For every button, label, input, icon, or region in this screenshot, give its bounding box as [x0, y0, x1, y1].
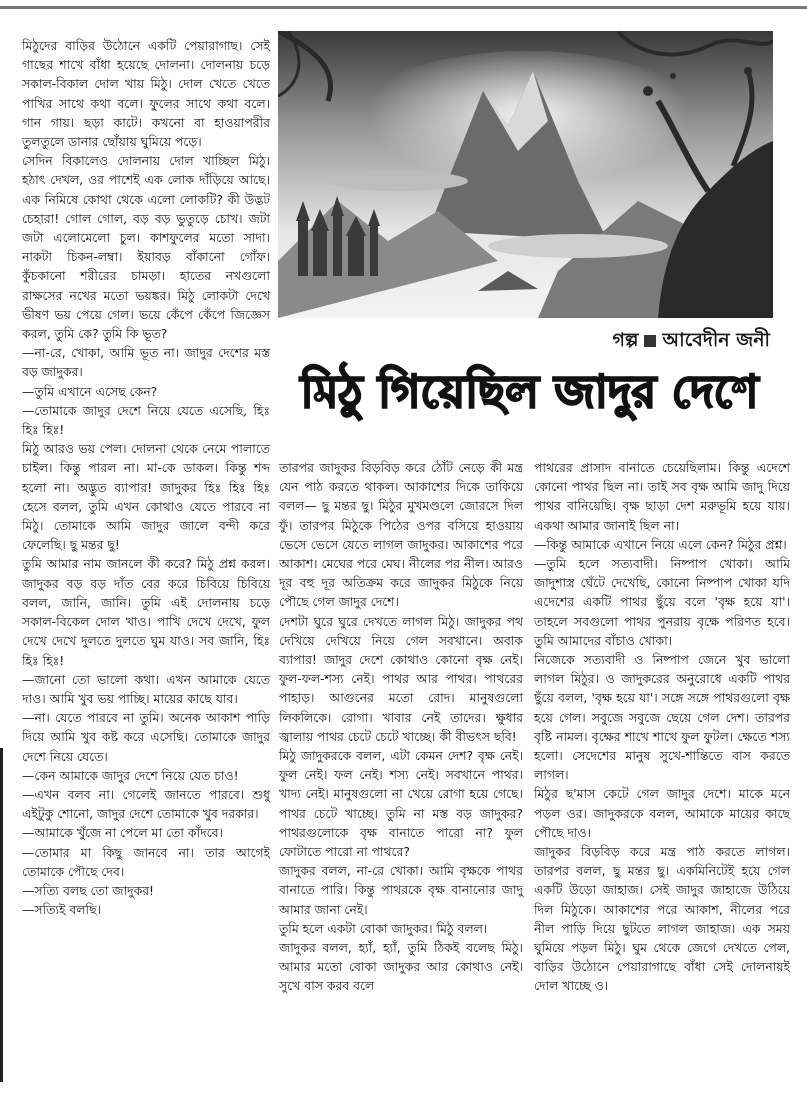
separator-square [644, 335, 656, 347]
story-illustration [278, 31, 773, 318]
paragraph: নিজেকে সত্যবাদী ও নিষ্পাপ জেনে খুব ভালো লাগল মিঠুর। ও জাদুকরের অনুরোধে একটি পাথর ছুঁয়ে বলল, 'বৃক্ষ হয়ে যা'। সঙ্গে সঙ্গে পাথরগুলো বৃক্ষ হয়ে গেল। সবুজে সবুজে ছেয়ে গেল দেশ। তারপর বৃষ্টি নামল। বৃক্ষের শাখে শাখে ফুল ফুটল। ক্ষেতে শস্য হলো। সেদেশের মানুষ সুখে-শান্তিতে বাস করতে লাগল। [534, 652, 790, 783]
paragraph: —আমাকে খুঁজে না পেলে মা তো কাঁদবে। [22, 825, 223, 841]
paragraph: জাদুকর বলল, না-রে খোকা। আমি বৃক্ষকে পাথর বানাতে পারি। কিন্তু পাথরকে বৃক্ষ বানানোর জাদু আমার জানা নেই। [279, 863, 523, 917]
paragraph: —কেন আমাকে জাদুর দেশে নিয়ে যেত চাও! [22, 767, 239, 783]
paragraph: দেশটা ঘুরে ঘুরে দেখতে লাগল মিঠু। জাদুকর পথ দেখিয়ে দেখিয়ে নিয়ে গেল সবখানে। অবাক ব্যাপার! জাদুর দেশে কোথাও কোনো বৃক্ষ নেই। ফুল-ফল-শস্য নেই। পাথর আর পাথর। পাথরের পাহাড়। আগুনের মতো রোদ। মানুষগুলো লিকলিকে। রোগা। খাবার নেই তাদের। ক্ষুধার জ্বালায় পাথর চেটে চেটে খাচ্ছে। কী বীভৎস ছবি! [279, 613, 523, 744]
column-1 [22, 36, 270, 919]
paragraph: —না। যেতে পারবে না তুমি। অনেক আকাশ পাড়ি দিয়ে আমি খুব কষ্ট করে এসেছি। তোমাকে জাদুর দেশে নিয়ে যেতে। [22, 710, 270, 764]
paragraph: —তুমি হলে সত্যবাদী। নিষ্পাপ খোকা। আমি জাদুশাস্ত্র ঘেঁটে দেখেছি, কোনো নিষ্পাপ খোকা যদি এদেশের একটি পাথর ছুঁয়ে বলে 'বৃক্ষ হয়ে যা'। তাহলে সবগুলো পাথর পুনরায় বৃক্ষে পরিণত হবে। তুমি আমাদের বাঁচাও খোকা। [534, 556, 790, 648]
paragraph: —জানো তো ভালো কথা। এখন আমাকে যেতে দাও। আমি খুব ভয় পাচ্ছি। মায়ের কাছে যাব। [22, 671, 270, 706]
paragraph: মিঠু জাদুকরকে বলল, এটা কেমন দেশ? বৃক্ষ নেই। ফুল নেই। ফল নেই। শস্য নেই। সবখানে পাথর। খাদ্য নেই। মানুষগুলো না খেয়ে রোগা হয়ে গেছে। পাথর চেটে খাচ্ছে। তুমি না মস্ত বড় জাদুকর? পাথরগুলোকে বৃক্ষ বানাতে পারো না? ফুল ফোটাতে পারো না পাথরে? [279, 748, 523, 860]
paragraph: —তুমি এখানে এসেছ কেন? [22, 383, 158, 399]
side-bar-rule [0, 748, 3, 1082]
paragraph: মিঠুর ছ'মাস কেটে গেল জাদুর দেশে। মাকে মনে পড়ল ওর। জাদুকরকে বলল, আমাকে মায়ের কাছে পৌছে দাও। [534, 786, 790, 840]
paragraph: জাদুকর বলল, হ্যাঁ, হ্যাঁ, তুমি ঠিকই বলেছ মিঠু। আমার মতো বোকা জাদুকর আর কোথাও নেই। সুখে বাস করব বলে [279, 940, 523, 994]
paragraph: জাদুকর বিড়বিড় করে মন্ত্র পাঠ করতে লাগল। তারপর বলল, ছু মন্তর ছু। একমিনিটেই হয়ে গেল একটি উড়ো জাহাজ। সেই জাদুর জাহাজে উঠিয়ে দিল মিঠুকে। আকাশের পরে আকাশ, নীলের পরে নীল পাড়ি দিয়ে ছুটতে লাগল জাহাজ। এক সময় ঘুমিয়ে পড়ল মিঠু। ঘুম থেকে জেগে দেখতে পেল, বাড়ির উঠোনে পেয়ারাগাছে বাঁধা সেই দোলনায়ই দোল খাচ্ছে ও। [534, 844, 790, 994]
author-name: আবেদীন জনী [662, 329, 770, 351]
paragraph: মিঠুদের বাড়ির উঠোনে একটি পেয়ারাগাছ। সেই গাছের শাখে বাঁধা হয়েছে দোলনা। দোলনায় চড়ে সকাল-বিকাল দোল খায় মিঠু। দোল খেতে খেতে পাখির সাথে কথা বলে। ফুলের সাথে কথা বলে। গান গায়। ছড়া কাটে। কখনো বা হাওয়াপরীর তুলতুলে ডানার ছোঁয়ায় ঘুমিয়ে পড়ে। [22, 38, 270, 150]
column-3 [534, 458, 790, 996]
top-rule [0, 6, 807, 9]
column-2 [279, 458, 523, 996]
paragraph: —না-রে, খোকা, আমি ভূত না। জাদুর দেশের মস্ত বড় জাদুকর। [22, 345, 270, 380]
paragraph: তুমি আমার নাম জানলে কী করে? মিঠু প্রশ্ন করল। জাদুকর বড় বড় দাঁত বের করে চিবিয়ে চিবিয়ে বলল, জানি, জানি। তুমি এই দোলনায় চড়ে সকাল-বিকেল দোল খাও। পাখি দেখে দেখে, ফুল দেখে দেখে দুলতে দুলতে ঘুম যাও। সব জানি, হিঃ হিঃ হিঃ! [22, 556, 270, 668]
paragraph: —সত্যিই বলছি। [22, 902, 102, 918]
paragraph: তুমি হলে একটা বোকা জাদুকর। মিঠু বলল। [279, 920, 488, 936]
genre-label: গল্প [612, 329, 639, 351]
paragraph: —তোমার মা কিছু জানবে না। তার আগেই তোমাকে পৌছে দেব। [22, 844, 270, 879]
paragraph: তারপর জাদুকর বিড়বিড় করে ঠোঁট নেড়ে কী মন্ত্র যেন পাঠ করতে থাকল। আকাশের দিকে তাকিয়ে বলল— ছু মন্তর ছু। মিঠুর মুখমণ্ডলে জোরসে দিল ফুঁ। তারপর মিঠুকে পিঠের ওপর বসিয়ে হাওয়ায় ভেসে ভেসে যেতে লাগল জাদুকর। আকাশের পরে আকাশ। মেঘের পরে মেঘ। নীলের পর নীল। আরও দূর বহু দূর অতিক্রম করে জাদুকর মিঠুকে নিয়ে পৌছে গেল জাদুর দেশে। [279, 460, 523, 610]
paragraph: —কিন্তু আমাকে এখানে নিয়ে এলে কেন? মিঠুর প্রশ্ন। [534, 536, 787, 552]
story-title: মিঠু গিয়েছিল জাদুর দেশে [300, 365, 759, 418]
paragraph: সেদিন বিকালেও দোলনায় দোল খাচ্ছিল মিঠু। হঠাৎ দেখল, ওর পাশেই এক লোক দাঁড়িয়ে আছে। এক নিমিষে কোথা থেকে এলো লোকটি? কী উদ্ভট চেহারা! গোল গোল, বড় বড় ভুতুড়ে চোখ। জটা জটা এলোমেলো চুল। কাশফুলের মতো সাদা। নাকটা চিকন-লম্বা। ইয়াবড় বাঁকানো গোঁফ। কুঁচকানো শরীরের চামড়া। হাতের নখগুলো রাক্ষসের নখের মতো ভয়ঙ্কর। মিঠু লোকটা দেখে ভীষণ ভয় পেয়ে গেল। ভয়ে কেঁপে কেঁপে জিজ্ঞেস করল, তুমি কে? তুমি কি ভূত? [22, 153, 270, 342]
paragraph: পাথরের প্রাসাদ বানাতে চেয়েছিলাম। কিন্তু এদেশে কোনো পাথর ছিল না। তাই সব বৃক্ষ আমি জাদু দিয়ে পাথর বানিয়েছি। বৃক্ষ ছাড়া দেশ মরুভূমি হয়ে যায়। একথা আমার জানাই ছিল না। [534, 460, 790, 533]
paragraph: —এখন বলব না। গেলেই জানতে পারবে। শুধু এইটুকু শোনো, জাদুর দেশে তোমাকে খুব দরকার। [22, 786, 270, 822]
paragraph: মিঠু আরও ভয় পেল। দোলনা থেকে নেমে পালাতে চাইল। কিন্তু পারল না। মা-কে ডাকল। কিন্তু শব্দ হলো না। অদ্ভুত ব্যাপার! জাদুকর হিঃ হিঃ হিঃ হেসে বলল, তুমি এখন কোথাও যেতে পারবে না মিঠু। তোমাকে আমি জাদুর জালে বন্দী করে ফেলেছি। ছু মন্তর ছু! [22, 441, 270, 553]
paragraph: —তোমাকে জাদুর দেশে নিয়ে যেতে এসেছি, হিঃ হিঃ হিঃ! [22, 402, 270, 438]
paragraph: —সত্যি বলছ তো জাদুকর! [22, 882, 155, 898]
